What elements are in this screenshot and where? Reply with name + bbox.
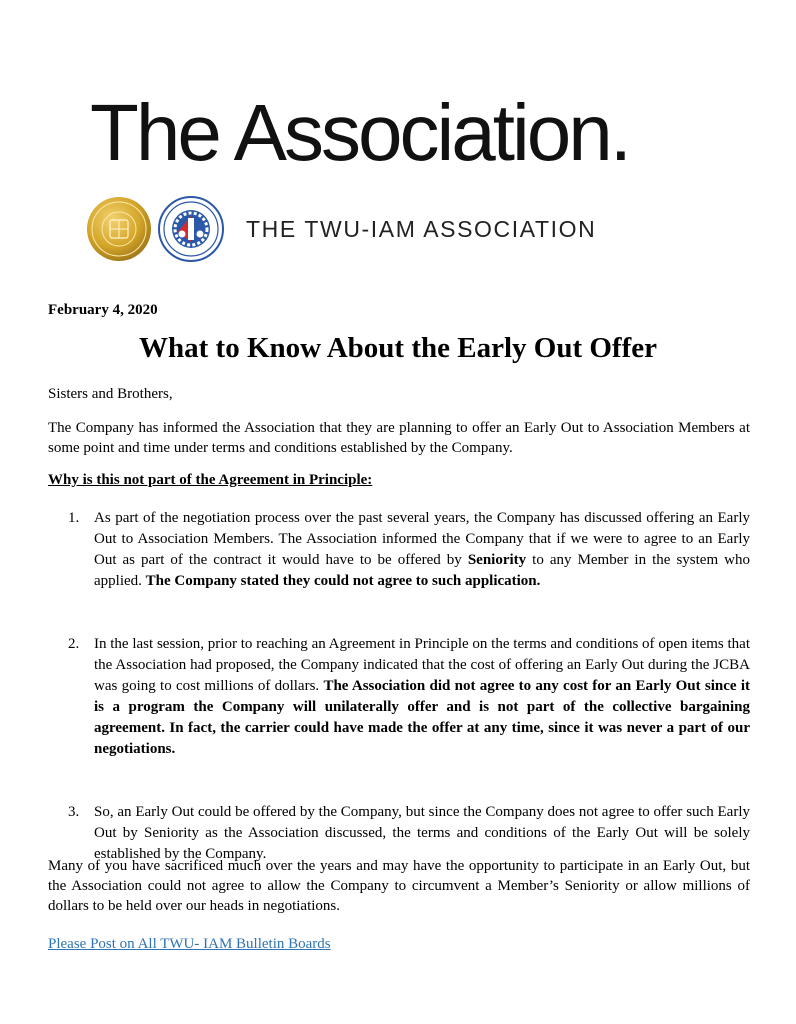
intro-paragraph: The Company has informed the Association that they are planning to offer an Early Out to Association Members at some point and time under terms and conditions established by the Company. xyxy=(48,420,750,456)
twu-seal-icon xyxy=(86,196,152,262)
association-subtitle: THE TWU-IAM ASSOCIATION xyxy=(246,215,597,242)
page-title: What to Know About the Early Out Offer xyxy=(139,332,657,364)
point-bold-text: The Association did not agree to any cost for an Early Out since it is a program the Company will unilaterally offer and is not part of the collective bargaining agreement. In fact, the carrier could have made the offer at any time, since it was never a part of our negotiations. xyxy=(94,678,750,757)
closing-paragraph: Many of you have sacrificed much over the years and may have the opportunity to participate in an Early Out, but the Association could not agree to allow the Company to circumvent a Member’s Seniority or allow millions of dollars to be held over our heads in negotiations. xyxy=(48,858,750,914)
list-number: 3. xyxy=(68,804,80,820)
point-bold-text: Seniority xyxy=(467,552,527,568)
point-text: In the last session, prior to reaching an Agreement in Principle on the terms and conditions of open items that the Association had proposed, the Company indicated that the cost of offering an Early Out during the JCBA was going to cost millions of dollars. xyxy=(94,636,750,694)
list-number: 2. xyxy=(68,636,80,652)
salutation: Sisters and Brothers, xyxy=(48,386,173,402)
list-item xyxy=(48,634,750,760)
point-text: So, an Early Out could be offered by the Company, but since the Company does not agree to offer such Early Out by Seniority as the Association discussed, the terms and conditions of the Early Out will be solely established by the Company. xyxy=(94,804,750,862)
list-number: 1. xyxy=(68,510,80,526)
iam-seal-icon xyxy=(158,196,224,262)
masthead-title: The Association. xyxy=(90,88,629,177)
list-item xyxy=(48,508,750,592)
point-bold-text: The Company stated they could not agree to such application. xyxy=(145,573,541,589)
point-text: to any Member in the system who applied. xyxy=(94,552,750,589)
logo-row xyxy=(86,194,596,264)
section-heading: Why is this not part of the Agreement in Principle: xyxy=(48,472,373,488)
bulletin-board-link[interactable]: Please Post on All TWU- IAM Bulletin Boards xyxy=(48,936,331,952)
numbered-list xyxy=(48,508,750,865)
letter-date: February 4, 2020 xyxy=(48,302,158,318)
point-text: As part of the negotiation process over the past several years, the Company has discussed offering an Early Out to Association Members. The Association informed the Company that if we were to agree to an Early Out as part of the contract it would have to be offered by xyxy=(94,510,750,568)
